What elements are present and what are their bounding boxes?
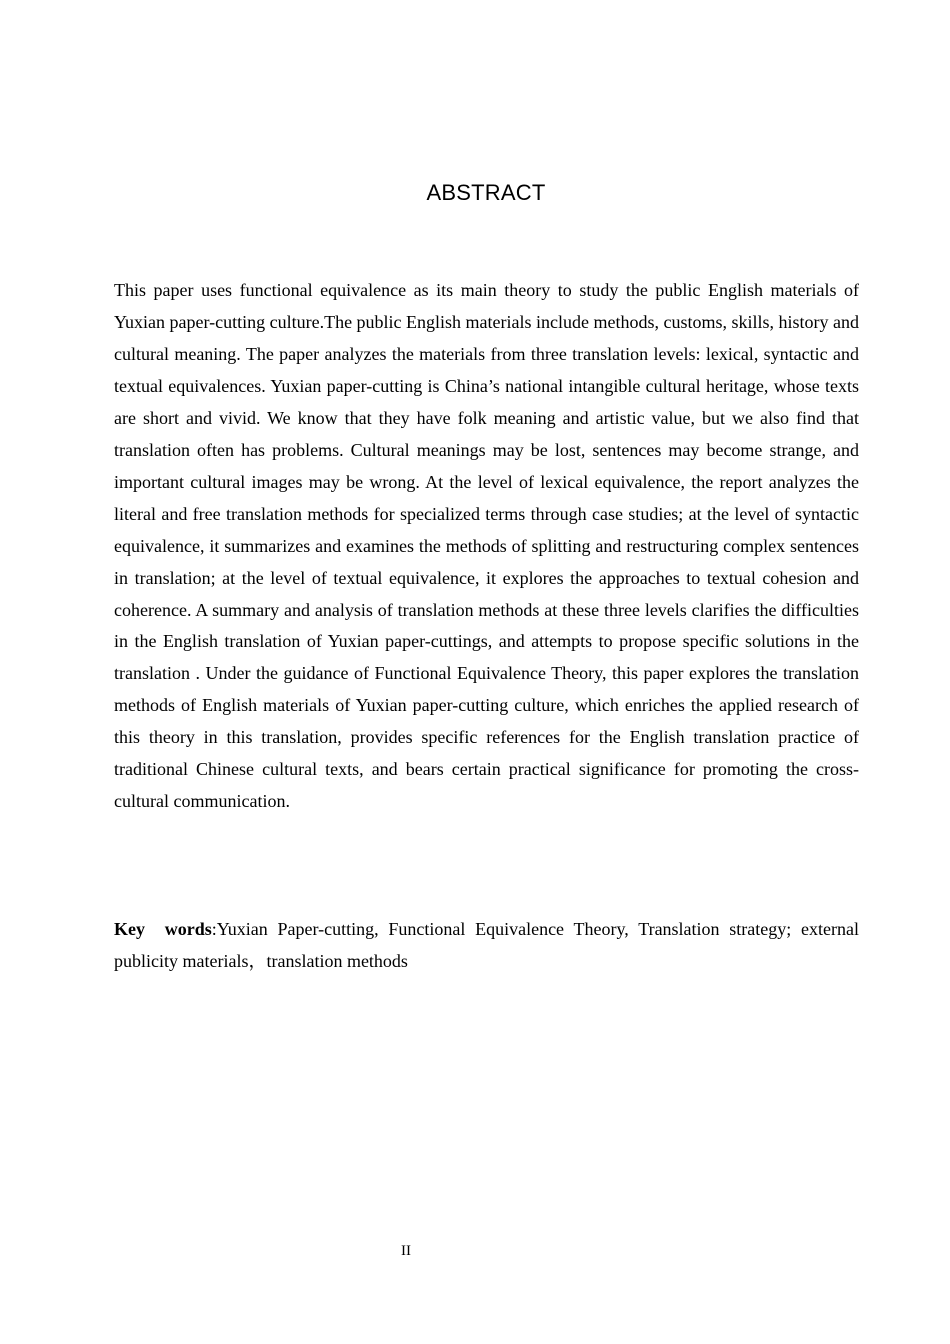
abstract-body: This paper uses functional equivalence as its main theory to study the public English materials of Yuxian paper-cutting culture.The public English materials include methods, customs, skills, history and cultural meaning. The paper analyzes the materials from three translation levels: lexical, syntactic and textual equivalences. Yuxian paper-cutting is China’s national intangible cultural heritage, whose texts are short and vivid. We know that they have folk meaning and artistic value, but we also find that translation often has problems. Cultural meanings may be lost, sentences may become strange, and important cultural images may be wrong. At the level of lexical equivalence, the report analyzes the literal and free translation methods for specialized terms through case studies; at the level of syntactic equivalence, it summarizes and examines the methods of splitting and restructuring complex sentences in translation; at the level of textual equivalence, it explores the approaches to textual cohesion and coherence. A summary and analysis of translation methods at these three levels clarifies the difficulties in the English translation of Yuxian paper-cuttings, and attempts to propose specific solutions in the translation . Under the guidance of Functional Equivalence Theory, this paper explores the translation methods of English materials of Yuxian paper-cutting culture, which enriches the applied research of this theory in this translation, provides specific references for the English translation practice of traditional Chinese cultural texts, and bears certain practical significance for promoting the cross-cultural communication. [114, 280, 859, 812]
keywords-paragraph [114, 914, 859, 978]
keywords-label: Key words [114, 919, 212, 939]
abstract-title: ABSTRACT [426, 180, 546, 205]
keywords-list: :Yuxian Paper-cutting, Functional Equivalence Theory, Translation strategy; external publicity materials，translation methods [114, 919, 859, 971]
page-number: II [401, 1243, 411, 1259]
